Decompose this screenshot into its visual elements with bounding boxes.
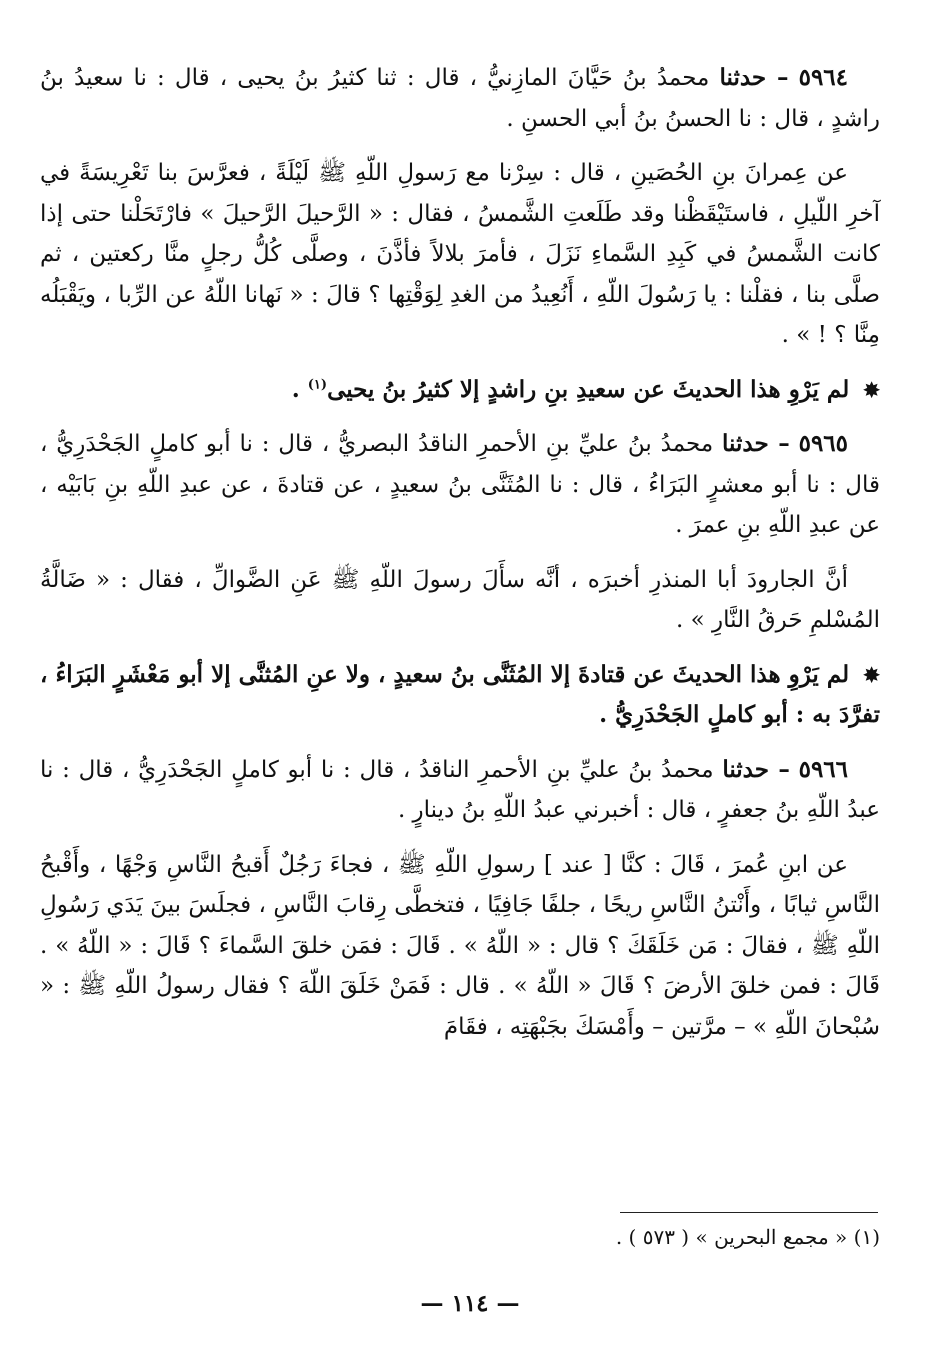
isnad-text: محمدُ بنُ حَيَّانَ المازِنيُّ ، قال : ثنا كثيرُ بنُ يحيى ، قال : نا سعيدُ بنُ راشدٍ ، قال : نا الحسنُ بنُ أبي الحسنِ . — [40, 65, 880, 132]
note-end: . — [291, 375, 308, 403]
note-text: لم يَرْوِ هذا الحديثَ عن سعيدِ بنِ راشدٍ إلا كثيرُ بنُ يحيى — [327, 375, 850, 403]
matn-text: عن عِمرانَ بنِ الحُصَينِ ، قال : سِرْنا مع رَسولِ اللّهِ ﷺ لَيْلَةً ، فعرَّسَ بنا تَعْرِيسَةً في آخرِ اللّيلِ ، فاستَيْقَظْنا وقد طَلَعتِ الشَّمسُ ، فقال : « الرَّحيلَ الرَّحيلَ » فارْتَحَلْنا حتى إذا كانت الشَّمسُ في كَبِدِ السَّماءِ نَزَلَ ، فأمرَ بلالاً فأذَّنَ ، وصلَّى كُلُّ رجلٍ منَّا ركعتين ، ثم صلَّى بنا ، فقلْنا : يا رَسُولَ اللّهِ ، أَنُعِيدُ من الغدِ لِوَقْتِها ؟ قالَ : « نَهانا اللّهُ عن الرِّبا ، ويَقْبَلُه مِنَّا ؟ ! » . — [40, 160, 880, 348]
hadith-5964-note — [40, 370, 880, 411]
page-body — [40, 58, 880, 1061]
footnote: (١) « مجمع البحرين » ( ٥٧٣ ) . — [615, 1225, 880, 1249]
matn-text: أنَّ الجارودَ أبا المنذرِ أخبرَه ، أنَّه سأَلَ رسولَ اللّهِ ﷺ عَنِ الضَّوالِّ ، فقال : « ضَالَّةُ المُسْلمِ حَرقُ النَّارِ » . — [40, 566, 880, 633]
star-icon: ✸ — [863, 377, 880, 402]
hadith-5965-isnad — [40, 424, 880, 546]
page-number: — ١١٤ — — [420, 1290, 520, 1317]
hadith-5965-matn — [40, 560, 880, 641]
hadith-number: ٥٩٦٥ — [798, 430, 849, 457]
hadith-5964-matn — [40, 153, 880, 356]
isnad-text: محمدُ بنُ عليِّ بنِ الأحمرِ الناقدُ ، قال : نا أبو كاملٍ الجَحْدَرِيُّ ، قال : نا عبدُ اللّهِ بنُ جعفرٍ ، قال : أخبرني عبدُ اللّهِ بنُ دينارٍ . — [40, 756, 880, 823]
hadith-5966-matn — [40, 845, 880, 1048]
matn-text: عن ابنِ عُمرَ ، قَالَ : كنَّا [ عند ] رسولِ اللّهِ ﷺ ، فجاءَ رَجُلٌ أَقبحُ النَّاسِ وَجْهًا ، وأَقْبحُ النَّاسِ ثيابًا ، وأَنْتنُ النَّاسِ ريحًا ، جلفًا جَافِيًا ، فتخطَّى رِقابَ النَّاسِ ، فجلَسَ بينَ يَدَي رَسُولِ اللّهِ ﷺ ، فقالَ : مَن خَلَقَكَ ؟ قال : « اللّهُ » . قَالَ : فمَن خلقَ السَّماءَ ؟ قَالَ : « اللّهُ » . قَالَ : فمن خلقَ الأرضَ ؟ قَالَ « اللّهُ » . قال : فَمَنْ خَلَقَ اللّهَ ؟ فقال رسولُ اللّهِ ﷺ : « سُبْحانَ اللّهِ » – مرَّتين – وأَمْسَكَ بجَبْهَتِه ، فقَامَ — [40, 851, 880, 1040]
hadith-5964-isnad — [40, 58, 880, 139]
star-icon: ✸ — [863, 662, 880, 687]
isnad-text: محمدُ بنُ عليِّ بنِ الأحمرِ الناقدُ البصريُّ ، قال : نا أبو كاملٍ الجَحْدَرِيُّ ، قال : نا أبو معشرٍ البَرَاءُ ، قال : نا المُثَنَّى بنُ سعيدٍ ، عن قتادةَ ، عن عبدِ اللّهِ بنِ بَابَيْه ، عن عبدِ اللّهِ بنِ عمرَ . — [40, 431, 880, 538]
hadith-lead: – حدثنا — [722, 755, 790, 783]
note-text: لم يَرْوِ هذا الحديثَ عن قتادةَ إلا المُثَنَّى بنُ سعيدٍ ، ولا عنِ المُثنَّى إلا أبو مَعْشَرٍ البَرَاءُ ، تفرَّدَ به : أبو كاملٍ الجَحْدَرِيُّ . — [40, 660, 880, 728]
hadith-5965-note — [40, 655, 880, 736]
hadith-number: ٥٩٦٤ — [798, 64, 849, 91]
footnote-ref[interactable]: (١) — [307, 376, 328, 392]
hadith-5966-isnad — [40, 750, 880, 831]
hadith-lead: – حدثنا — [719, 64, 789, 91]
hadith-lead: – حدثنا — [722, 430, 790, 457]
hadith-number: ٥٩٦٦ — [798, 755, 849, 783]
footnote-divider — [620, 1212, 878, 1213]
